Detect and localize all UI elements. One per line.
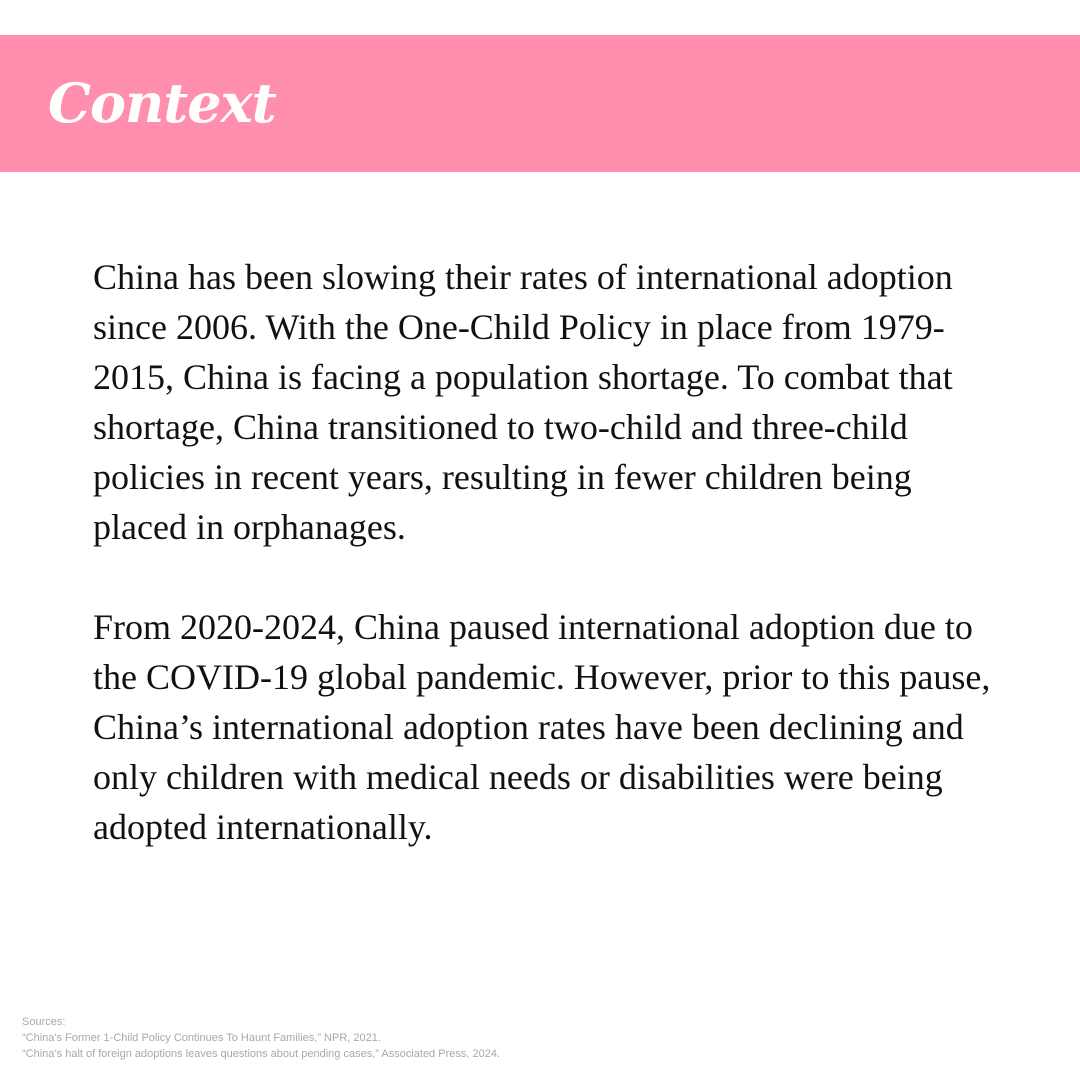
sources-block [22, 1014, 500, 1062]
body-paragraph-1: China has been slowing their rates of international adoption since 2006. With the One-Child Policy in place from 1979-2015, China is facing a population shortage. To combat that shortage, China transitioned to two-child and three-child policies in recent years, resulting in fewer children being placed in orphanages. [93, 257, 953, 547]
source-item-2: “China’s halt of foreign adoptions leaves questions about pending cases,” Associated Press, 2024. [22, 1048, 500, 1060]
page-title: Context [48, 71, 276, 135]
body-text [93, 252, 1013, 852]
source-item-1: “China's Former 1-Child Policy Continues To Haunt Families,” NPR, 2021. [22, 1032, 381, 1044]
sources-label: Sources: [22, 1016, 66, 1028]
body-paragraph-2: From 2020-2024, China paused international adoption due to the COVID-19 global pandemic. However, prior to this pause, China’s international adoption rates have been declining and only children with medical needs or disabilities were being adopted internationally. [93, 607, 991, 847]
